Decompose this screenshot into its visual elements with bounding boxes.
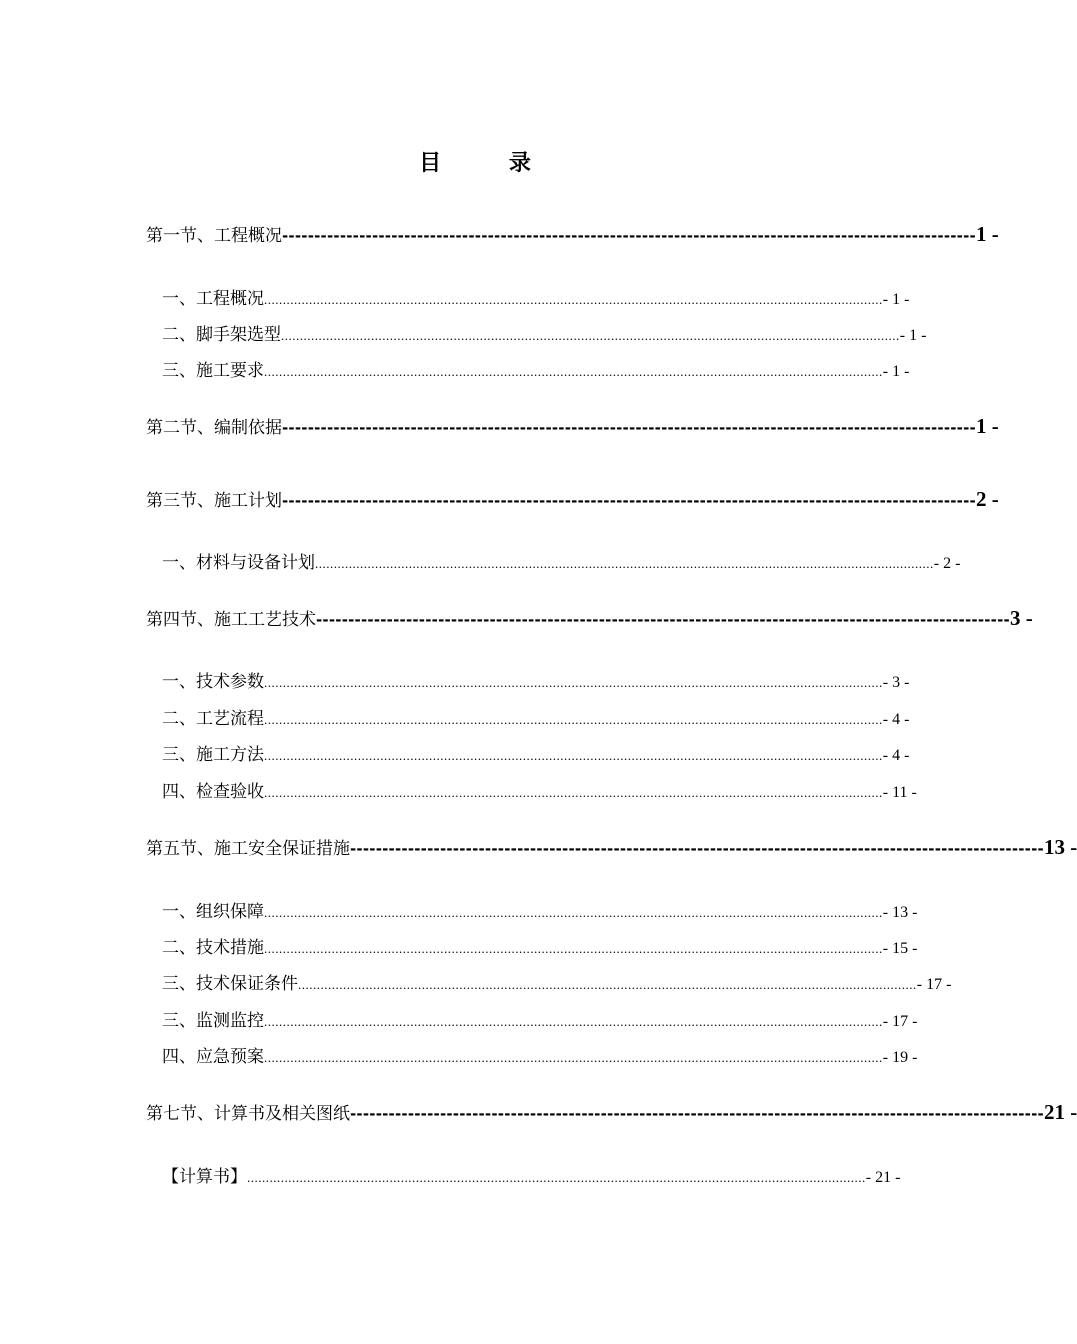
toc-item[interactable] xyxy=(146,1006,918,1031)
toc-item[interactable] xyxy=(146,548,961,573)
toc-item-label: 【计算书】 xyxy=(162,1167,247,1187)
toc-section-1[interactable] xyxy=(146,221,999,247)
toc-item[interactable] xyxy=(146,320,927,345)
dash-leader: ------------------------------------------------------------------------------------------------------------ xyxy=(350,840,1044,858)
toc-item[interactable] xyxy=(146,777,917,802)
toc-section-3[interactable] xyxy=(146,486,999,512)
dot-leader: ..................................................................................................................................................................... xyxy=(264,905,883,920)
toc-item-label: 一、材料与设备计划 xyxy=(162,553,315,573)
dash-leader: ------------------------------------------------------------------------------------------------------------ xyxy=(282,419,976,437)
dot-leader: ..................................................................................................................................................................... xyxy=(264,785,883,800)
toc-item-label: 三、技术保证条件 xyxy=(162,974,298,994)
toc-item[interactable] xyxy=(146,933,918,958)
dash-leader: ------------------------------------------------------------------------------------------------------------ xyxy=(282,227,976,245)
toc-item[interactable] xyxy=(146,284,910,309)
dot-leader: ..................................................................................................................................................................... xyxy=(264,941,883,956)
toc-page-number: - 13 - xyxy=(882,904,918,921)
toc-page-number: - 1 - xyxy=(882,363,910,380)
dot-leader: ..................................................................................................................................................................... xyxy=(315,556,934,571)
dash-leader: ------------------------------------------------------------------------------------------------------------ xyxy=(316,611,1010,629)
toc-page-number: 3 - xyxy=(1009,606,1033,630)
toc-page-number: 2 - xyxy=(975,487,999,511)
toc-item-label: 四、检查验收 xyxy=(162,782,264,802)
toc-item-label: 四、应急预案 xyxy=(162,1047,264,1067)
toc-item-label: 一、技术参数 xyxy=(162,672,264,692)
toc-title: 目 录 xyxy=(419,150,561,176)
toc-section-label: 第三节、施工计划 xyxy=(146,491,282,511)
toc-item-label: 一、组织保障 xyxy=(162,902,264,922)
dot-leader: ..................................................................................................................................................................... xyxy=(264,712,883,727)
toc-page-number: - 2 - xyxy=(933,555,961,572)
toc-section-2[interactable] xyxy=(146,413,999,439)
toc-section-label: 第七节、计算书及相关图纸 xyxy=(146,1104,350,1124)
toc-section-label: 第四节、施工工艺技术 xyxy=(146,610,316,630)
toc-page-number: 1 - xyxy=(975,222,999,246)
toc-item-label: 三、监测监控 xyxy=(162,1011,264,1031)
toc-section-label: 第二节、编制依据 xyxy=(146,418,282,438)
toc-item[interactable] xyxy=(146,897,918,922)
dash-leader: ------------------------------------------------------------------------------------------------------------ xyxy=(282,492,976,510)
toc-item[interactable] xyxy=(146,667,910,692)
toc-section-5[interactable] xyxy=(146,834,1077,860)
toc-item-label: 二、脚手架选型 xyxy=(162,325,281,345)
toc-page-number: - 3 - xyxy=(882,674,910,691)
toc-page-number: - 17 - xyxy=(916,976,952,993)
toc-page-number: - 1 - xyxy=(882,291,910,308)
toc-page-number: - 21 - xyxy=(865,1169,901,1186)
toc-page-number: 13 - xyxy=(1043,835,1077,859)
dot-leader: ..................................................................................................................................................................... xyxy=(264,292,883,307)
toc-item-label: 三、施工方法 xyxy=(162,745,264,765)
toc-item-label: 一、工程概况 xyxy=(162,289,264,309)
toc-section-label: 第一节、工程概况 xyxy=(146,226,282,246)
toc-item[interactable] xyxy=(146,969,952,994)
toc-page-number: - 4 - xyxy=(882,747,910,764)
toc-page-number: - 19 - xyxy=(882,1049,918,1066)
dot-leader: ..................................................................................................................................................................... xyxy=(264,675,883,690)
toc-item-label: 二、技术措施 xyxy=(162,938,264,958)
toc-page-number: - 17 - xyxy=(882,1013,918,1030)
toc-section-7[interactable] xyxy=(146,1099,1077,1125)
toc-page-number: - 11 - xyxy=(882,784,917,801)
dot-leader: ..................................................................................................................................................................... xyxy=(264,748,883,763)
toc-page-number: - 1 - xyxy=(899,327,927,344)
dot-leader: ..................................................................................................................................................................... xyxy=(264,1014,883,1029)
toc-item[interactable] xyxy=(146,1162,901,1187)
toc-item[interactable] xyxy=(146,1042,918,1067)
dash-leader: ------------------------------------------------------------------------------------------------------------ xyxy=(350,1105,1044,1123)
toc-item-label: 二、工艺流程 xyxy=(162,709,264,729)
toc-page-number: - 15 - xyxy=(882,940,918,957)
toc-item-label: 三、施工要求 xyxy=(162,361,264,381)
dot-leader: ..................................................................................................................................................................... xyxy=(281,328,900,343)
toc-item[interactable] xyxy=(146,740,910,765)
toc-page-number: 21 - xyxy=(1043,1100,1077,1124)
dot-leader: ..................................................................................................................................................................... xyxy=(264,1050,883,1065)
toc-section-4[interactable] xyxy=(146,605,1033,631)
toc-section-label: 第五节、施工安全保证措施 xyxy=(146,839,350,859)
dot-leader: ..................................................................................................................................................................... xyxy=(298,977,917,992)
toc-page-number: - 4 - xyxy=(882,711,910,728)
dot-leader: ..................................................................................................................................................................... xyxy=(247,1170,866,1185)
toc-page-number: 1 - xyxy=(975,414,999,438)
toc-item[interactable] xyxy=(146,356,910,381)
toc-item[interactable] xyxy=(146,704,910,729)
dot-leader: ..................................................................................................................................................................... xyxy=(264,364,883,379)
